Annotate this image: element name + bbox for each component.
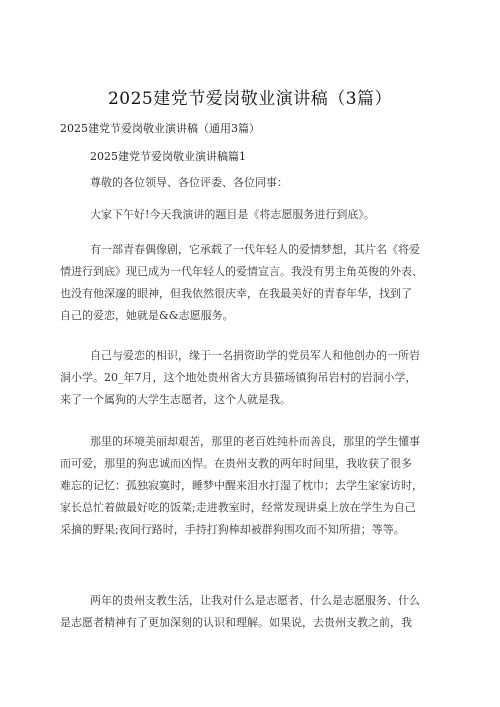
body-paragraph-3 [60,431,441,541]
paragraph-line: 两年的贵州支教生活，让我对什么是志愿者、什么是志愿服务、什么 [90,594,420,607]
body-paragraph-2 [60,345,441,411]
paragraph-line: 也没有他深邃的眼神，但我依然很庆幸，在我最美好的青春年华，找到了 [60,287,412,300]
document-subtitle: 2025建党节爱岗敬业演讲稿（通用3篇） [60,122,260,135]
paragraph-line: 有一部青春偶像剧，它承载了一代年轻人的爱情梦想，其片名《将爱 [90,243,420,256]
body-paragraph-1 [60,239,441,327]
intro-paragraph [60,204,441,226]
paragraph-line: 是志愿者精神有了更加深刻的认识和理解。如果说，去贵州支教之前，我 [60,616,412,629]
paragraph-line: 洞小学。20_年7月，这个地处贵州省大方县猫场镇狗吊岩村的岩洞小学， [60,371,417,384]
body-paragraph-4 [60,590,441,634]
paragraph-line: 自己的爱恋，她就是&&志愿服务。 [60,309,234,322]
paragraph-line: 来了一个属狗的大学生志愿者，这个人就是我。 [60,393,291,406]
intro-line: 大家下午好!今天我演讲的题目是《将志愿服务进行到底》。 [90,208,375,221]
paragraph-line: 难忘的记忆：孤独寂寞时，睡梦中醒来泪水打湿了枕巾；去学生家家访时， [60,479,423,492]
paragraph-line: 家长总忙着做最好吃的饭菜;走进教室时，经常发现讲桌上放在学生为自己 [60,501,416,514]
greeting-paragraph [60,172,441,194]
paragraph-line: 采摘的野果;夜间行路时，手持打狗棒却被群狗围攻而不知所措；等等。 [60,523,405,536]
paragraph-line: 自己与爱恋的相识，缘于一名捐资助学的党员军人和他创办的一所岩 [90,349,420,362]
greeting-line: 尊敬的各位领导、各位评委、各位同事： [90,176,288,189]
paragraph-line: 而可爱，那里的狗忠诚而凶悍。在贵州支教的两年时间里，我收获了很多 [60,457,412,470]
section-heading: 2025建党节爱岗敬业演讲稿篇1 [90,150,246,163]
document-title: 2025建党节爱岗敬业演讲稿（3篇） [107,89,393,109]
paragraph-line: 那里的环境美丽却艰苦，那里的老百姓纯朴而善良，那里的学生懂事 [90,435,420,448]
paragraph-line: 情进行到底》现已成为一代年轻人的爱情宣言。我没有男主角英俊的外表、 [60,265,423,278]
